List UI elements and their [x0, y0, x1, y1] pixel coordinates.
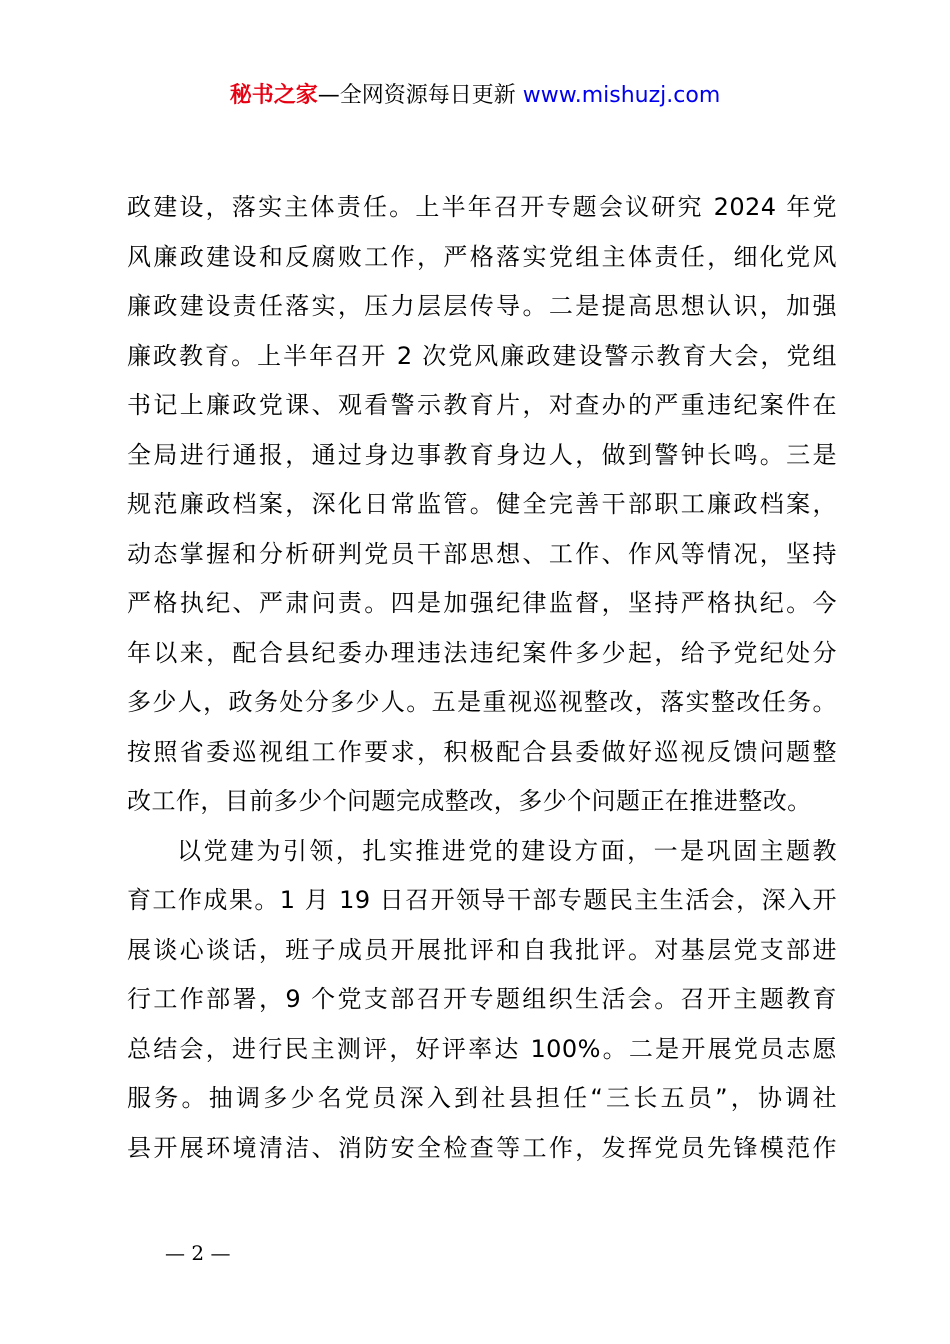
watermark-url: www.mishuzj.com — [522, 83, 721, 108]
body-line: 多少人，政务处分多少人。五是重视巡视整改，落实整改任务。 — [127, 688, 837, 716]
body-line: 按照省委巡视组工作要求，积极配合县委做好巡视反馈问题整 — [127, 737, 837, 766]
body-line: 服务。抽调多少名党员深入到社县担任“三长五员”，协调社 — [127, 1084, 837, 1112]
body-line: 廉政教育。上半年召开 2 次党风廉政建设警示教育大会，党组 — [127, 341, 837, 370]
document-body — [127, 183, 837, 1173]
body-line: 动态掌握和分析研判党员干部思想、工作、作风等情况，坚持 — [127, 539, 837, 568]
body-line: 严格执纪、严肃问责。四是加强纪律监督，坚持严格执纪。今 — [127, 589, 837, 617]
watermark-dash: — — [317, 83, 340, 108]
watermark-tagline: 全网资源每日更新 — [339, 83, 516, 108]
paragraph-first-line: 以党建为引领，扎实推进党的建设方面，一是巩固主题教 — [177, 836, 837, 865]
body-line: 育工作成果。1 月 19 日召开领导干部专题民主生活会，深入开 — [127, 886, 837, 914]
page-number: — 2 — — [165, 1241, 231, 1265]
body-line: 廉政建设责任落实，压力层层传导。二是提高思想认识，加强 — [127, 292, 837, 320]
body-line: 行工作部署，9 个党支部召开专题组织生活会。召开主题教育 — [127, 985, 837, 1013]
watermark-brand: 秘书之家 — [229, 83, 318, 108]
body-line: 展谈心谈话，班子成员开展批评和自我批评。对基层党支部进 — [127, 935, 837, 964]
body-line: 县开展环境清洁、消防安全检查等工作，发挥党员先锋模范作 — [127, 1133, 837, 1162]
body-line: 政建设，落实主体责任。上半年召开专题会议研究 2024 年党 — [127, 193, 837, 221]
body-line: 书记上廉政党课、观看警示教育片，对查办的严重违纪案件在 — [127, 391, 837, 419]
body-line: 总结会，进行民主测评，好评率达 100%。二是开展党员志愿 — [127, 1034, 837, 1063]
body-line: 年以来，配合县纪委办理违法违纪案件多少起，给予党纪处分 — [127, 638, 837, 667]
body-line: 规范廉政档案，深化日常监管。健全完善干部职工廉政档案， — [127, 490, 837, 518]
body-line: 改工作，目前多少个问题完成整改，多少个问题正在推进整改。 — [127, 787, 812, 815]
site-watermark-header — [0, 80, 950, 112]
body-line: 风廉政建设和反腐败工作，严格落实党组主体责任，细化党风 — [127, 242, 837, 271]
body-line: 全局进行通报，通过身边事教育身边人，做到警钟长鸣。三是 — [127, 440, 837, 469]
